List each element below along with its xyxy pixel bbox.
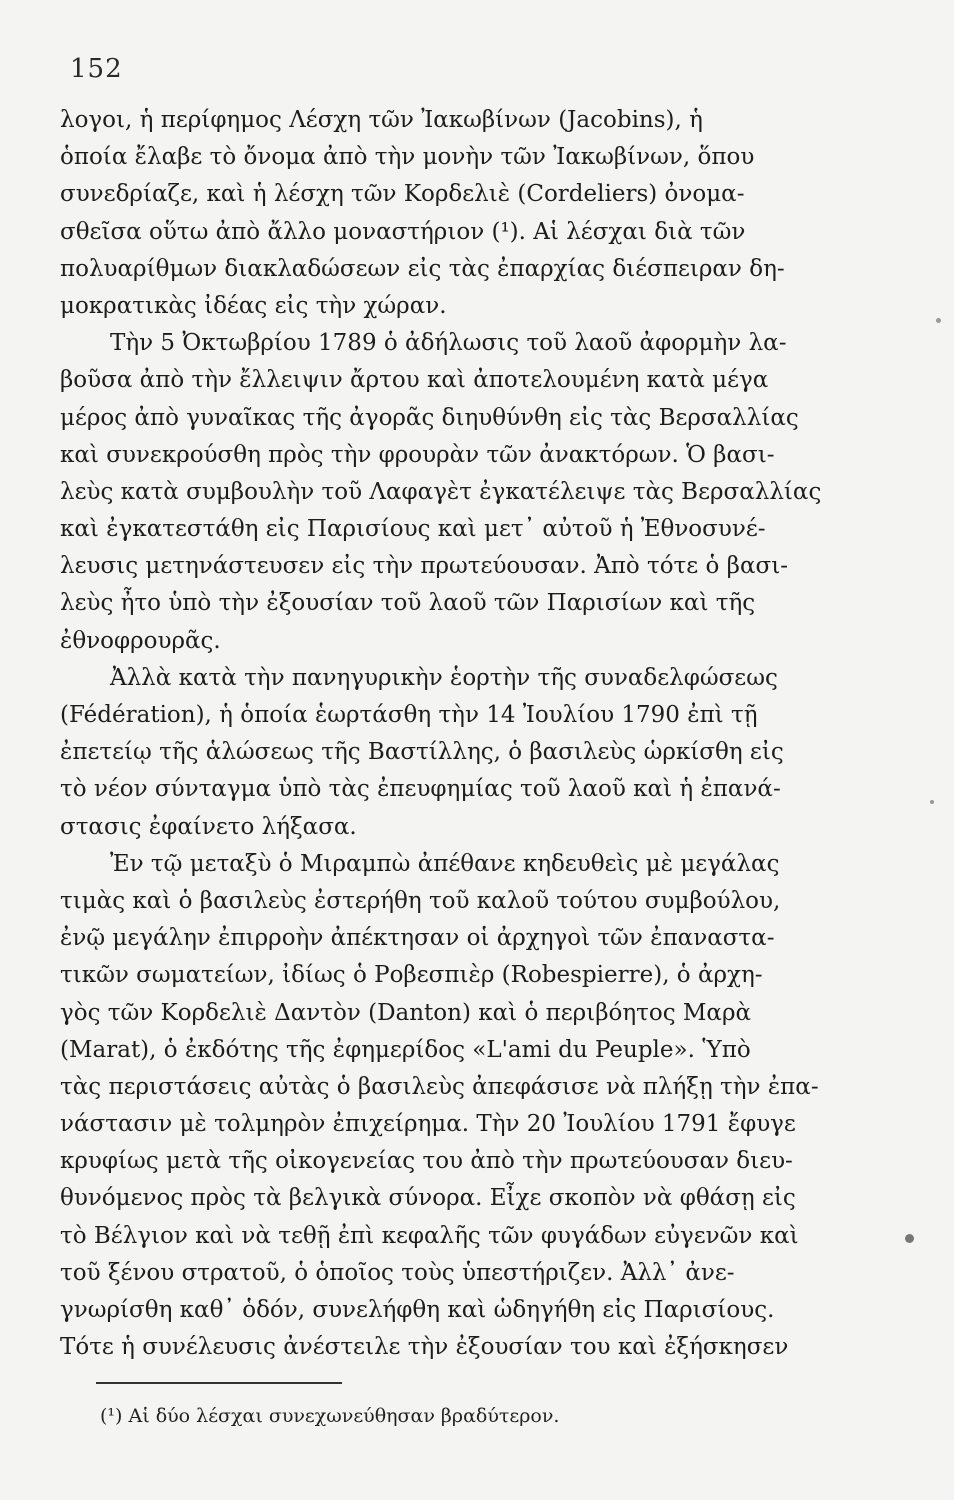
scan-speck [905, 1234, 914, 1243]
text-line: μοκρατικὰς ἰδέας εἰς τὴν χώραν. [60, 292, 447, 319]
text-line: σθεῖσα οὕτω ἀπὸ ἄλλο μοναστήριον (¹). Αἱ λέσχαι διὰ τῶν [60, 218, 746, 245]
text-line: λεὺς ἦτο ὑπὸ τὴν ἐξουσίαν τοῦ λαοῦ τῶν Παρισίων καὶ τῆς [60, 590, 756, 617]
text-line: θυνόμενος πρὸς τὰ βελγικὰ σύνορα. Εἶχε σκοπὸν νὰ φθάσῃ εἰς [60, 1185, 796, 1212]
text-line: ὁποία ἔλαβε τὸ ὄνομα ἀπὸ τὴν μονὴν τῶν Ἰακωβίνων, ὅπου [60, 144, 755, 171]
text-line: μέρος ἀπὸ γυναῖκας τῆς ἀγορᾶς διηυθύνθη εἰς τὰς Βερσαλλίας [60, 404, 799, 431]
text-line: στασις ἐφαίνετο λήξασα. [60, 813, 357, 840]
text-line: τοῦ ξένου στρατοῦ, ὁ ὁποῖος τοὺς ὑπεστήριζεν. Ἀλλ᾿ ἀνε- [60, 1259, 735, 1286]
footnote: (¹) Αἱ δύο λέσχαι συνεχωνεύθησαν βραδύτερον. [100, 1405, 560, 1427]
text-line: νάστασιν μὲ τολμηρὸν ἐπιχείρημα. Τὴν 20 Ἰουλίου 1791 ἔφυγε [60, 1111, 796, 1138]
text-line: γνωρίσθη καθ᾿ ὁδόν, συνελήφθη καὶ ὡδηγήθη εἰς Παρισίους. [60, 1297, 775, 1323]
text-line: λεὺς κατὰ συμβουλὴν τοῦ Λαφαγὲτ ἐγκατέλειψε τὰς Βερσαλλίας [60, 478, 822, 505]
scan-speck [930, 800, 934, 804]
paragraph-start-line: Τὴν 5 Ὀκτωβρίου 1789 ὁ ἀδήλωσις τοῦ λαοῦ ἀφορμὴν λα- [110, 330, 787, 357]
body-text [60, 102, 850, 1366]
paragraph-start-line: Ἐν τῷ μεταξὺ ὁ Μιραμπὼ ἀπέθανε κηδευθεὶς μὲ μεγάλας [110, 850, 780, 877]
text-line: (Fédération), ἡ ὁποία ἑωρτάσθη τὴν 14 Ἰουλίου 1790 ἐπὶ τῇ [60, 702, 758, 728]
text-line: καὶ συνεκρούσθη πρὸς τὴν φρουρὰν τῶν ἀνακτόρων. Ὁ βασι- [60, 441, 775, 468]
text-line: τὰς περιστάσεις αὐτὰς ὁ βασιλεὺς ἀπεφάσισε νὰ πλήξῃ τὴν ἐπα- [60, 1073, 819, 1100]
text-line: τὸ νέον σύνταγμα ὑπὸ τὰς ἐπευφημίας τοῦ λαοῦ καὶ ἡ ἐπανά- [60, 776, 781, 803]
text-line: γὸς τῶν Κορδελιὲ Δαντὸν (Danton) καὶ ὁ περιβόητος Μαρὰ [60, 999, 752, 1026]
text-line: λογοι, ἡ περίφημος Λέσχη τῶν Ἰακωβίνων (Jacobins), ἡ [60, 107, 703, 133]
text-line: τικῶν σωματείων, ἰδίως ὁ Ροβεσπιὲρ (Robespierre), ὁ ἀρχη- [60, 962, 763, 989]
text-line: Τότε ἡ συνέλευσις ἀνέστειλε τὴν ἐξουσίαν του καὶ ἐξήσκησεν [60, 1334, 789, 1361]
text-line: τὸ Βέλγιον καὶ νὰ τεθῇ ἐπὶ κεφαλῆς τῶν φυγάδων εὐγενῶν καὶ [60, 1222, 799, 1249]
text-line: καὶ ἐγκατεστάθη εἰς Παρισίους καὶ μετ᾿ αὐτοῦ ἡ Ἐθνοσυνέ- [60, 516, 766, 543]
paragraph-start-line: Ἀλλὰ κατὰ τὴν πανηγυρικὴν ἑορτὴν τῆς συναδελφώσεως [110, 664, 778, 691]
text-line: τιμὰς καὶ ὁ βασιλεὺς ἐστερήθη τοῦ καλοῦ τούτου συμβούλου, [60, 887, 781, 914]
text-line: ἐπετείῳ τῆς ἁλώσεως τῆς Βαστίλλης, ὁ βασιλεὺς ὡρκίσθη εἰς [60, 739, 784, 766]
text-line: βοῦσα ἀπὸ τὴν ἔλλειψιν ἄρτου καὶ ἀποτελουμένη κατὰ μέγα [60, 367, 769, 394]
text-line: (Marat), ὁ ἐκδότης τῆς ἐφημερίδος «L'ami du Peuple». Ὑπὸ [60, 1036, 751, 1063]
text-line: ἐνῷ μεγάλην ἐπιρροὴν ἀπέκτησαν οἱ ἀρχηγοὶ τῶν ἐπαναστα- [60, 925, 775, 952]
text-line: κρυφίως μετὰ τῆς οἰκογενείας του ἀπὸ τὴν πρωτεύουσαν διευ- [60, 1148, 793, 1175]
text-line: συνεδρίαζε, καὶ ἡ λέσχη τῶν Κορδελιὲ (Cordeliers) ὀνομα- [60, 181, 745, 208]
text-line: ἐθνοφρουρᾶς. [60, 627, 221, 654]
page-number: 152 [70, 54, 123, 84]
scan-speck [936, 318, 941, 323]
footnote-divider [96, 1382, 342, 1384]
text-line: πολυαρίθμων διακλαδώσεων εἰς τὰς ἐπαρχίας διέσπειραν δη- [60, 255, 785, 282]
text-line: λευσις μετηνάστευσεν εἰς τὴν πρωτεύουσαν. Ἀπὸ τότε ὁ βασι- [60, 553, 788, 580]
